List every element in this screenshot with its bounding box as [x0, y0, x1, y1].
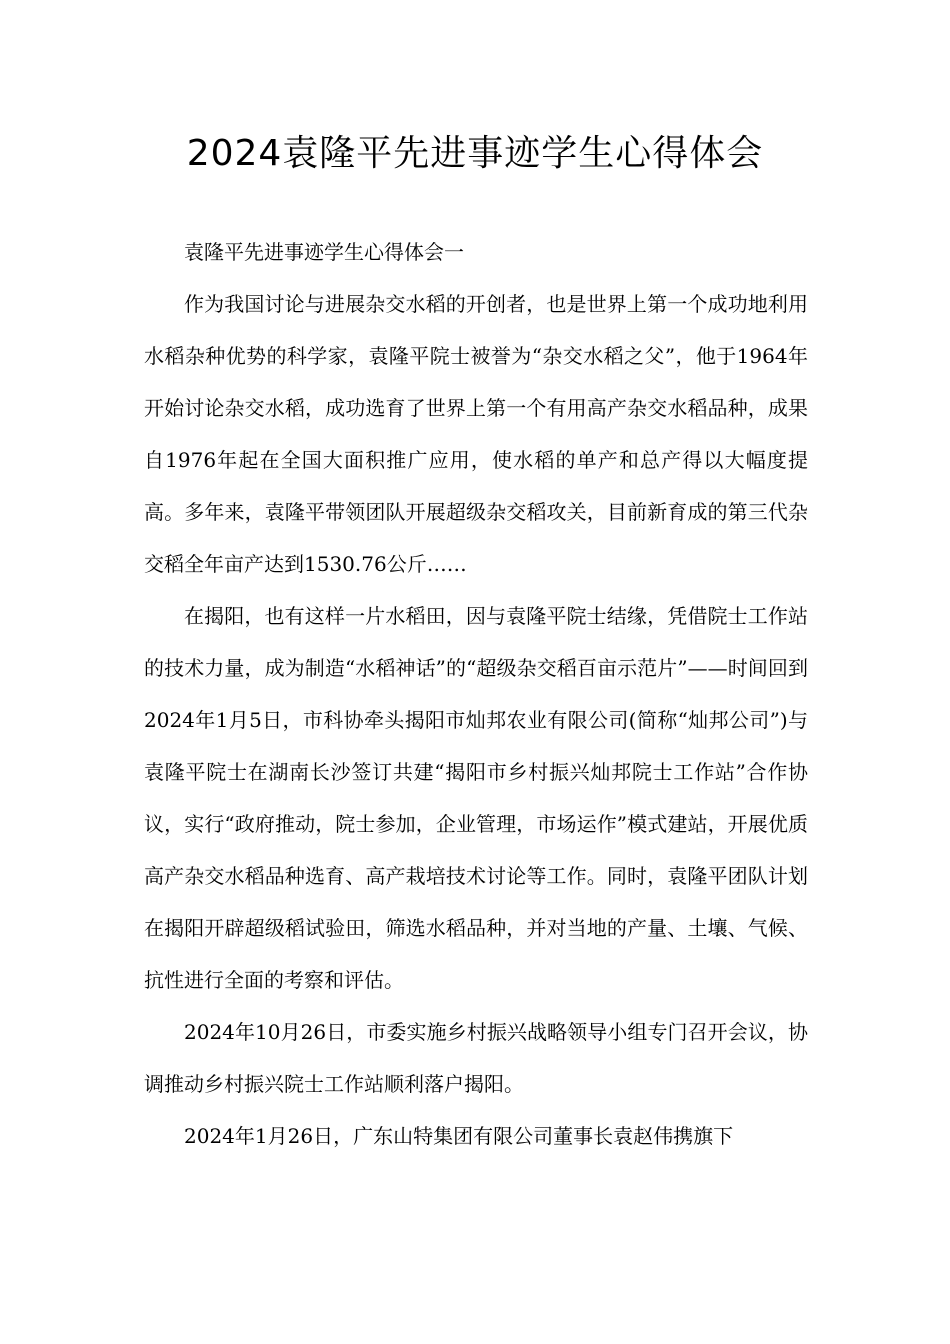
- paragraph: 2024年1月26日，广东山特集团有限公司董事长袁赵伟携旗下: [184, 1124, 734, 1148]
- document-body: [144, 226, 808, 1162]
- paragraph: 2024年10月26日，市委实施乡村振兴战略领导小组专门召开会议，协调推动乡村振兴院士工作站顺利落户揭阳。: [144, 1020, 808, 1096]
- paragraph: 在揭阳，也有这样一片水稻田，因与袁隆平院士结缘，凭借院士工作站的技术力量，成为制造“水稻神话”的“超级杂交稻百亩示范片”——时间回到2024年1月5日，市科协牵头揭阳市灿邦农业有限公司(简称“灿邦公司”)与袁隆平院士在湖南长沙签订共建“揭阳市乡村振兴灿邦院士工作站”合作协议，实行“政府推动，院士参加，企业管理，市场运作”模式建站，开展优质高产杂交水稻品种选育、高产栽培技术讨论等工作。同时，袁隆平团队计划在揭阳开辟超级稻试验田，筛选水稻品种，并对当地的产量、土壤、气候、抗性进行全面的考察和评估。: [144, 604, 808, 992]
- paragraph: 作为我国讨论与进展杂交水稻的开创者，也是世界上第一个成功地利用水稻杂种优势的科学家，袁隆平院士被誉为“杂交水稻之父”，他于1964年开始讨论杂交水稻，成功选育了世界上第一个有用高产杂交水稻品种，成果自1976年起在全国大面积推广应用，使水稻的单产和总产得以大幅度提高。多年来，袁隆平带领团队开展超级杂交稻攻关，目前新育成的第三代杂交稻全年亩产达到1530.76公斤……: [144, 292, 808, 576]
- document-title: 2024袁隆平先进事迹学生心得体会: [186, 133, 764, 174]
- paragraph-subtitle: 袁隆平先进事迹学生心得体会一: [184, 240, 464, 264]
